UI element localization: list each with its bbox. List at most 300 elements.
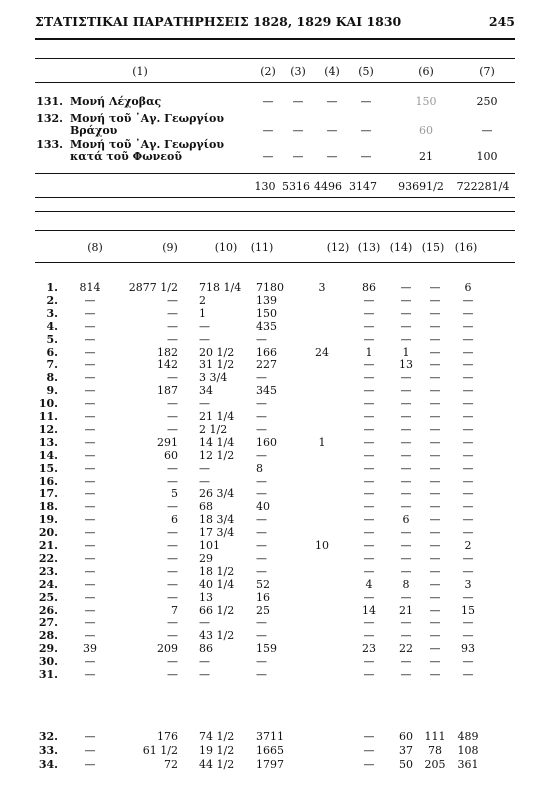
t1-total-c7: 722281/4 xyxy=(456,180,510,193)
t2-cell-c9: — xyxy=(167,474,178,488)
t1-cell-c5: — xyxy=(360,95,372,108)
page-header xyxy=(35,14,515,34)
t1-total-bottom-rule xyxy=(35,197,515,198)
t2-cell-c14: — xyxy=(400,422,412,436)
t2-cell-c8: — xyxy=(84,384,96,398)
t2-cell-c11: — xyxy=(256,551,267,565)
t2-cell-c8: — xyxy=(84,371,96,385)
t2-cell-c15: — xyxy=(429,319,441,333)
t1-col-header: (7) xyxy=(479,65,495,78)
t2-row-number: 15. xyxy=(38,461,58,475)
t1-cell-c2: — xyxy=(262,124,274,137)
t2-cell-c13: — xyxy=(363,461,375,475)
t1-col-header: (6) xyxy=(418,65,434,78)
t1-total-c2: 130 xyxy=(254,180,276,193)
t2-cell-c16: — xyxy=(462,616,474,630)
t2-cell-c15: 205 xyxy=(424,757,446,771)
t2-cell-c11: — xyxy=(256,332,267,346)
t2-cell-c16: — xyxy=(462,500,474,514)
t2-cell-c14: — xyxy=(400,629,412,643)
t2-cell-c9: 5 xyxy=(171,487,178,501)
t2-cell-c11: 435 xyxy=(256,319,277,333)
t2-cell-c15: — xyxy=(429,526,441,540)
t2-row-number: 17. xyxy=(38,487,58,501)
t1-cell-c6: 60 xyxy=(419,124,433,137)
t1-cell-c3: — xyxy=(292,124,304,137)
t2-cell-c13: 86 xyxy=(362,281,376,294)
t2-cell-c10: — xyxy=(199,461,210,475)
t2-cell-c13: — xyxy=(363,371,375,385)
t2-top-rule xyxy=(35,230,515,231)
t2-cell-c14: — xyxy=(400,293,412,307)
t2-cell-c16: — xyxy=(462,526,474,540)
t2-cell-c11: 52 xyxy=(256,577,270,591)
t2-cell-c16: 361 xyxy=(457,757,479,771)
t2-cell-c11: — xyxy=(256,564,267,578)
t2-cell-c16: 15 xyxy=(461,603,475,617)
t2-cell-c11: — xyxy=(256,410,267,423)
t1-cell-c3: — xyxy=(292,95,304,108)
t2-cell-c16: — xyxy=(462,332,474,346)
t2-cell-c11: — xyxy=(256,526,267,540)
t2-cell-c8: — xyxy=(84,293,96,307)
t2-cell-c13: — xyxy=(363,629,375,643)
t2-row-number: 33. xyxy=(38,743,58,757)
t2-row-number: 24. xyxy=(38,577,58,591)
t1-cell-c4: — xyxy=(326,95,338,108)
t2-cell-c9: — xyxy=(167,332,178,346)
t2-row-number: 4. xyxy=(46,319,58,333)
t2-cell-c10: 2 1/2 xyxy=(199,422,228,436)
t2-col-header: (11) xyxy=(250,241,274,254)
t1-cell-c6: 150 xyxy=(415,95,437,108)
t2-cell-c8: — xyxy=(84,422,96,436)
t2-cell-c8: — xyxy=(84,577,96,591)
t2-cell-c13: — xyxy=(363,757,375,771)
t2-cell-c9: 7 xyxy=(171,603,178,617)
t2-cell-c13: — xyxy=(363,539,375,552)
t2-cell-c14: 6 xyxy=(402,513,410,527)
t2-cell-c14: — xyxy=(400,371,412,385)
t1-col-header: (2) xyxy=(260,65,276,78)
t2-row-number: 14. xyxy=(38,448,58,462)
t2-row-number: 22. xyxy=(38,551,58,565)
t2-cell-c15: — xyxy=(429,410,441,423)
t1-col-header: (1) xyxy=(132,65,148,78)
t2-cell-c16: — xyxy=(462,487,474,501)
page-number: 245 xyxy=(488,14,515,29)
t2-cell-c8: — xyxy=(84,332,96,346)
t2-cell-c15: — xyxy=(429,500,441,514)
t2-cell-c14: — xyxy=(400,487,412,501)
t1-row-name: Μονή τοῦ ᾿Αγ. Γεωργίου xyxy=(70,112,224,125)
t2-cell-c10: 18 1/2 xyxy=(199,564,235,578)
t2-cell-c15: — xyxy=(429,397,441,411)
t2-cell-c8: — xyxy=(84,435,96,449)
t1-total-c6: 93691/2 xyxy=(398,180,444,193)
t2-cell-c10: — xyxy=(199,397,210,411)
t2-cell-c15: — xyxy=(429,539,441,552)
t2-cell-c16: — xyxy=(462,319,474,333)
t2-cell-c8: — xyxy=(84,743,96,757)
t2-cell-c12: 24 xyxy=(315,345,329,359)
page-title: ΣΤΑΤΙΣΤΙΚΑΙ ΠΑΡΑΤΗΡΗΣΕΙΣ 1828, 1829 ΚΑΙ 1830 xyxy=(35,14,402,29)
t1-total-c3: 5316 xyxy=(282,180,310,193)
t2-cell-c8: — xyxy=(84,461,96,475)
t2-cell-c10: 14 1/4 xyxy=(199,435,235,449)
t1-total-c5: 3147 xyxy=(349,180,377,193)
t2-cell-c14: 37 xyxy=(399,743,413,757)
t2-cell-c13: 23 xyxy=(362,642,376,656)
t2-cell-c13: — xyxy=(363,743,375,757)
t2-col-header: (12) xyxy=(326,241,350,254)
t2-cell-c8: — xyxy=(84,397,96,411)
t2-row-number: 12. xyxy=(38,422,58,436)
t2-cell-c8: — xyxy=(84,513,96,527)
t2-row-number: 11. xyxy=(38,410,58,423)
t2-cell-c11: — xyxy=(256,487,267,501)
t2-cell-c10: 44 1/2 xyxy=(199,757,235,771)
t2-cell-c11: 7180 xyxy=(256,281,284,294)
t2-row-number: 21. xyxy=(38,539,58,552)
t2-cell-c16: — xyxy=(462,590,474,604)
t2-cell-c13: — xyxy=(363,293,375,307)
t2-cell-c14: — xyxy=(400,500,412,514)
t1-cell-c7: — xyxy=(481,124,493,137)
t2-cell-c8: 814 xyxy=(79,281,101,294)
t2-cell-c8: — xyxy=(84,306,96,320)
t2-cell-c11: 1797 xyxy=(256,757,284,771)
t2-cell-c8: — xyxy=(84,500,96,514)
t2-cell-c14: — xyxy=(400,655,412,669)
t2-cell-c8: — xyxy=(84,539,96,552)
t2-cell-c9: — xyxy=(167,629,178,643)
t2-cell-c8: — xyxy=(84,474,96,488)
t2-cell-c15: — xyxy=(429,616,441,630)
t2-cell-c13: — xyxy=(363,306,375,320)
t2-cell-c16: 489 xyxy=(457,730,479,743)
t2-row-number: 20. xyxy=(38,526,58,540)
t1-row-number: 133. xyxy=(36,138,63,151)
t2-cell-c10: 31 1/2 xyxy=(199,358,235,372)
t2-cell-c10: 66 1/2 xyxy=(199,603,235,617)
t2-cell-c10: 3 3/4 xyxy=(199,371,228,385)
t2-cell-c16: — xyxy=(462,371,474,385)
t2-cell-c14: 50 xyxy=(399,757,413,771)
t2-cell-c13: — xyxy=(363,422,375,436)
t2-cell-c11: — xyxy=(256,616,267,630)
t2-cell-c10: 40 1/4 xyxy=(199,577,235,591)
t2-row-number: 13. xyxy=(38,435,58,449)
t2-cell-c9: 176 xyxy=(157,730,178,743)
t2-cell-c13: — xyxy=(363,526,375,540)
t1-top-rule xyxy=(35,58,515,59)
t2-cell-c13: 1 xyxy=(365,345,373,359)
t2-cell-c10: 13 xyxy=(199,590,213,604)
t2-cell-c9: 61 1/2 xyxy=(142,743,178,757)
t2-cell-c16: — xyxy=(462,293,474,307)
t2-cell-c10: — xyxy=(199,319,210,333)
t2-cell-c8: — xyxy=(84,590,96,604)
t2-cell-c13: — xyxy=(363,397,375,411)
t2-row-number: 30. xyxy=(38,655,58,669)
t2-cell-c13: — xyxy=(363,410,375,423)
t2-cell-c10: — xyxy=(199,655,210,669)
t2-cell-c14: — xyxy=(400,564,412,578)
t2-row-number: 7. xyxy=(46,358,58,372)
t1-col-header: (4) xyxy=(324,65,340,78)
t1-total-top-rule xyxy=(35,173,515,174)
t2-cell-c16: — xyxy=(462,422,474,436)
t2-cell-c13: — xyxy=(363,513,375,527)
header-rule xyxy=(35,38,515,40)
t2-cell-c8: — xyxy=(84,668,96,681)
t1-cell-c6: 21 xyxy=(419,150,433,163)
t2-cell-c13: — xyxy=(363,616,375,630)
t2-cell-c8: — xyxy=(84,616,96,630)
t1-cell-c5: — xyxy=(360,150,372,163)
t2-cell-c16: — xyxy=(462,461,474,475)
t2-cell-c11: — xyxy=(256,371,267,385)
t2-cell-c13: — xyxy=(363,358,375,372)
t2-cell-c12: 1 xyxy=(318,435,326,449)
t2-row-number: 5. xyxy=(46,332,58,346)
t2-cell-c9: — xyxy=(167,551,178,565)
t1-end-rule xyxy=(35,211,515,212)
t2-cell-c11: 40 xyxy=(256,500,270,514)
t2-cell-c15: — xyxy=(429,332,441,346)
t2-cell-c11: 345 xyxy=(256,384,277,398)
t2-row-number: 8. xyxy=(46,371,58,385)
t2-col-header: (10) xyxy=(214,241,238,254)
t2-cell-c16: — xyxy=(462,448,474,462)
t2-cell-c14: 60 xyxy=(399,730,413,743)
t2-cell-c15: — xyxy=(429,371,441,385)
t2-cell-c13: 14 xyxy=(362,603,376,617)
t2-cell-c14: — xyxy=(400,616,412,630)
t2-cell-c15: — xyxy=(429,293,441,307)
t2-cell-c15: — xyxy=(429,603,441,617)
t2-cell-c13: — xyxy=(363,655,375,669)
t2-row-number: 34. xyxy=(38,757,58,771)
t2-cell-c9: — xyxy=(167,526,178,540)
t2-cell-c10: 26 3/4 xyxy=(199,487,235,501)
t2-cell-c9: 209 xyxy=(157,642,178,656)
t2-cell-c14: — xyxy=(400,590,412,604)
t2-cell-c14: 13 xyxy=(399,358,413,372)
t2-cell-c16: — xyxy=(462,551,474,565)
t2-row-number: 9. xyxy=(46,384,58,398)
t1-row-number: 132. xyxy=(36,112,63,125)
t2-cell-c11: — xyxy=(256,422,267,436)
t2-cell-c16: 93 xyxy=(461,642,475,656)
t2-cell-c9: 291 xyxy=(157,435,178,449)
t2-cell-c13: 4 xyxy=(365,577,373,591)
t2-row-number: 19. xyxy=(38,513,58,527)
t2-cell-c9: — xyxy=(167,668,178,681)
t2-cell-c13: — xyxy=(363,435,375,449)
t2-cell-c13: — xyxy=(363,730,375,743)
t2-cell-c9: 2877 1/2 xyxy=(128,281,178,294)
t2-cell-c16: — xyxy=(462,513,474,527)
t2-cell-c15: — xyxy=(429,551,441,565)
t1-row-name: Βράχου xyxy=(70,124,118,137)
t2-cell-c14: — xyxy=(400,397,412,411)
t2-cell-c10: 18 3/4 xyxy=(199,513,235,527)
t2-cell-c9: — xyxy=(167,397,178,411)
t2-cell-c15: — xyxy=(429,668,441,681)
t2-cell-c11: 8 xyxy=(256,461,263,475)
t2-cell-c11: 16 xyxy=(256,590,270,604)
t2-cell-c11: 159 xyxy=(256,642,277,656)
t2-col-header: (15) xyxy=(421,241,445,254)
t2-cell-c12: 3 xyxy=(318,281,326,294)
t2-cell-c9: 6 xyxy=(171,513,178,527)
t2-cell-c9: 187 xyxy=(157,384,178,398)
t2-cell-c15: — xyxy=(429,655,441,669)
t2-cell-c13: — xyxy=(363,500,375,514)
t2-cell-c14: — xyxy=(400,474,412,488)
t2-cell-c9: — xyxy=(167,371,178,385)
t2-cell-c15: — xyxy=(429,358,441,372)
t1-cell-c2: — xyxy=(262,150,274,163)
t2-cell-c13: — xyxy=(363,332,375,346)
t2-col-header: (8) xyxy=(87,241,103,254)
t1-total-c4: 4496 xyxy=(314,180,342,193)
t2-row-number: 27. xyxy=(38,616,58,630)
t2-cell-c15: — xyxy=(429,474,441,488)
t2-row-number: 31. xyxy=(38,668,58,681)
t2-cell-c9: — xyxy=(167,422,178,436)
t2-cell-c16: — xyxy=(462,345,474,359)
t2-cell-c13: — xyxy=(363,590,375,604)
t2-cell-c9: — xyxy=(167,590,178,604)
t2-cell-c16: — xyxy=(462,384,474,398)
t2-cell-c10: 86 xyxy=(199,642,213,656)
t2-cell-c8: — xyxy=(84,629,96,643)
t2-cell-c15: 78 xyxy=(428,743,442,757)
t2-cell-c11: 150 xyxy=(256,306,277,320)
t2-row-number: 32. xyxy=(38,730,58,743)
t2-cell-c14: — xyxy=(400,526,412,540)
t2-col-header: (14) xyxy=(389,241,413,254)
t2-cell-c15: — xyxy=(429,461,441,475)
t2-cell-c13: — xyxy=(363,474,375,488)
t2-cell-c15: — xyxy=(429,384,441,398)
t2-cell-c9: — xyxy=(167,655,178,669)
t1-row-number: 131. xyxy=(36,95,63,108)
t2-row-number: 25. xyxy=(38,590,58,604)
t2-cell-c10: 19 1/2 xyxy=(199,743,235,757)
t2-cell-c8: — xyxy=(84,603,96,617)
t2-cell-c14: — xyxy=(400,551,412,565)
t2-cell-c11: — xyxy=(256,513,267,527)
t2-cell-c15: — xyxy=(429,345,441,359)
t2-header-rule xyxy=(35,262,515,263)
t2-cell-c11: — xyxy=(256,668,267,681)
t2-cell-c16: — xyxy=(462,397,474,411)
t2-cell-c8: — xyxy=(84,730,96,743)
t2-cell-c8: — xyxy=(84,487,96,501)
t2-row-number: 10. xyxy=(38,397,58,411)
t2-cell-c9: — xyxy=(167,461,178,475)
t1-cell-c4: — xyxy=(326,150,338,163)
t2-cell-c8: 39 xyxy=(83,642,97,656)
t2-cell-c10: — xyxy=(199,616,210,630)
t2-cell-c9: 182 xyxy=(157,345,178,359)
t2-cell-c11: — xyxy=(256,629,267,643)
t1-col-header: (3) xyxy=(290,65,306,78)
t2-cell-c15: — xyxy=(429,435,441,449)
t2-cell-c11: 3711 xyxy=(256,730,284,743)
t2-cell-c9: — xyxy=(167,319,178,333)
t2-cell-c15: — xyxy=(429,577,441,591)
t2-cell-c8: — xyxy=(84,319,96,333)
t2-cell-c16: 2 xyxy=(464,539,472,552)
t2-cell-c15: — xyxy=(429,513,441,527)
t2-cell-c14: — xyxy=(400,435,412,449)
t2-cell-c14: — xyxy=(400,668,412,681)
t1-row-name: Μονή τοῦ ᾿Αγ. Γεωργίου xyxy=(70,138,224,151)
t2-row-number: 6. xyxy=(46,345,58,359)
t2-cell-c13: — xyxy=(363,551,375,565)
t2-cell-c14: 1 xyxy=(402,345,410,359)
t2-cell-c10: 17 3/4 xyxy=(199,526,235,540)
t2-cell-c16: 6 xyxy=(464,281,472,294)
t2-cell-c15: — xyxy=(429,629,441,643)
t2-cell-c8: — xyxy=(84,345,96,359)
t1-cell-c7: 250 xyxy=(476,95,498,108)
t2-cell-c13: — xyxy=(363,384,375,398)
t2-cell-c9: 72 xyxy=(164,757,178,771)
t2-cell-c13: — xyxy=(363,564,375,578)
t2-cell-c15: — xyxy=(429,281,441,294)
t1-cell-c2: — xyxy=(262,95,274,108)
t2-cell-c16: — xyxy=(462,655,474,669)
t2-cell-c10: 34 xyxy=(199,384,213,398)
t2-cell-c10: 2 xyxy=(199,293,206,307)
t1-cell-c4: — xyxy=(326,124,338,137)
t2-row-number: 18. xyxy=(38,500,58,514)
t1-cell-c5: — xyxy=(360,124,372,137)
t2-row-number: 23. xyxy=(38,564,58,578)
t2-cell-c16: — xyxy=(462,629,474,643)
t2-cell-c8: — xyxy=(84,564,96,578)
t1-row-name: κατά τοῦ Φωνεοῦ xyxy=(70,150,182,163)
t2-cell-c8: — xyxy=(84,655,96,669)
t2-cell-c11: — xyxy=(256,397,267,411)
t2-cell-c15: — xyxy=(429,448,441,462)
t1-header-rule xyxy=(35,82,515,83)
t2-cell-c16: — xyxy=(462,474,474,488)
t2-cell-c10: 29 xyxy=(199,551,213,565)
t2-col-header: (9) xyxy=(162,241,178,254)
t2-col-header: (13) xyxy=(357,241,381,254)
t2-cell-c14: — xyxy=(400,306,412,320)
t2-cell-c9: — xyxy=(167,564,178,578)
t2-cell-c14: 21 xyxy=(399,603,413,617)
t2-cell-c14: — xyxy=(400,332,412,346)
t2-cell-c16: 3 xyxy=(464,577,472,591)
t2-cell-c8: — xyxy=(84,526,96,540)
t2-cell-c9: — xyxy=(167,306,178,320)
t2-cell-c8: — xyxy=(84,448,96,462)
t2-cell-c11: — xyxy=(256,474,267,488)
t2-row-number: 26. xyxy=(38,603,58,617)
t2-cell-c9: — xyxy=(167,500,178,514)
t2-cell-c10: 1 xyxy=(199,306,206,320)
t2-cell-c14: — xyxy=(400,384,412,398)
